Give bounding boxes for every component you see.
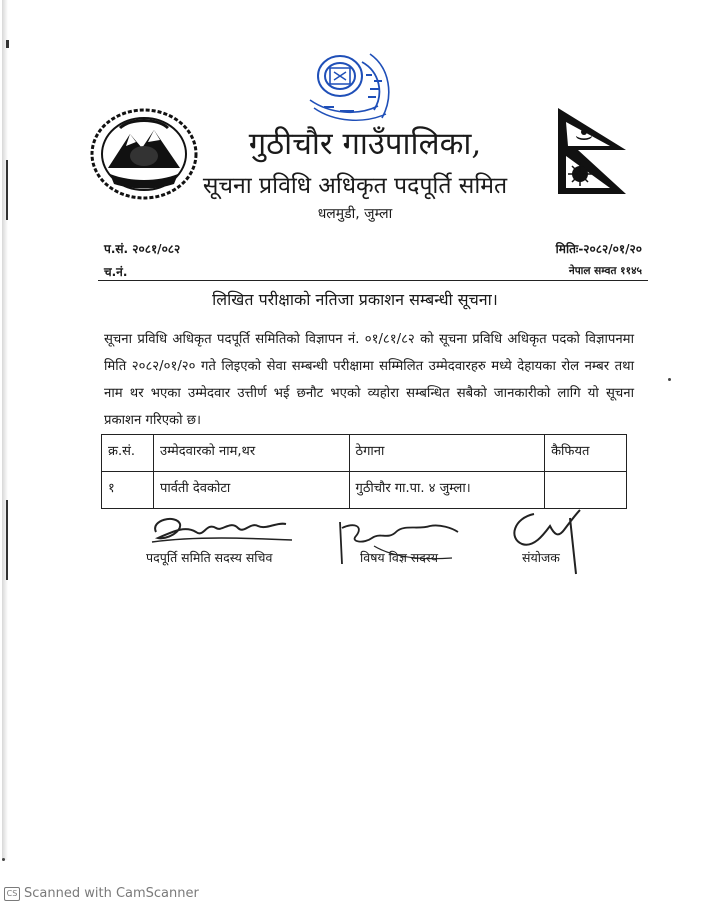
scan-edge-mark: [6, 40, 9, 48]
cell-address: गुठीचौर गा.पा. ४ जुम्ला।: [349, 472, 545, 509]
committee-name: सूचना प्रविधि अधिकृत पदपूर्ति समित: [202, 173, 508, 199]
scanner-watermark-text: Scanned with CamScanner: [24, 886, 199, 901]
cell-serial: १: [102, 472, 154, 509]
results-table: [101, 434, 627, 509]
header-address: ठेगाना: [349, 435, 545, 472]
scan-edge-mark: [6, 500, 8, 580]
header-serial: क्र.सं.: [102, 435, 154, 472]
header-divider: [98, 280, 648, 281]
cell-remarks: [545, 472, 627, 509]
secretary-signature-icon: [146, 510, 296, 546]
nepal-sambat-date: नेपाल सम्वत ११४५: [568, 265, 642, 277]
letter-date: मितिः-२०८२/०१/२०: [555, 242, 642, 256]
header-remarks: कैफियत: [545, 435, 627, 472]
office-address: धलमुडी, जुम्ला: [317, 206, 393, 222]
scan-speck: [668, 378, 671, 381]
office-stamp-icon: [300, 44, 406, 126]
dispatch-number: च.नं.: [104, 265, 128, 279]
expert-signature-label: विषय विज्ञ सदस्य: [360, 550, 439, 565]
table-row: [102, 472, 627, 509]
organization-name: गुठीचौर गाउँपालिका,: [248, 126, 482, 162]
notice-body: सूचना प्रविधि अधिकृत पदपूर्ति समितिको विज्ञापन नं. ०१/८१/८२ को सूचना प्रविधि अधिकृत पदको विज्ञापनमा मिति २०८२/०१/२० गते लिइएको सेवा सम्बन्धी परीक्षामा सम्मिलित उम्मेदवारहरु मध्ये देहायका रोल नम्बर तथा नाम थर भएका उम्मेदवार उत्तीर्ण भई छनौट भएको व्यहोरा सम्बन्धित सबैको जानकारीको लागि यो सूचना प्रकाशन गरिएको छ।: [104, 332, 634, 428]
scan-speck: [2, 858, 5, 861]
svg-text:———————: ———————: [126, 190, 162, 196]
coordinator-signature-label: संयोजक: [522, 550, 560, 565]
scanner-watermark: [4, 886, 199, 901]
notice-title: लिखित परीक्षाको नतिजा प्रकाशन सम्बन्धी सूचना।: [212, 290, 498, 309]
cell-candidate-name: पार्वती देवकोटा: [153, 472, 349, 509]
secretary-signature-label: पदपूर्ति समिति सदस्य सचिव: [146, 550, 273, 565]
camscanner-icon: CS: [4, 887, 20, 901]
letter-number: प.सं. २०८१/०८२: [104, 242, 181, 256]
header-candidate-name: उम्मेदवारको नाम,थर: [153, 435, 349, 472]
table-header-row: [102, 435, 627, 472]
